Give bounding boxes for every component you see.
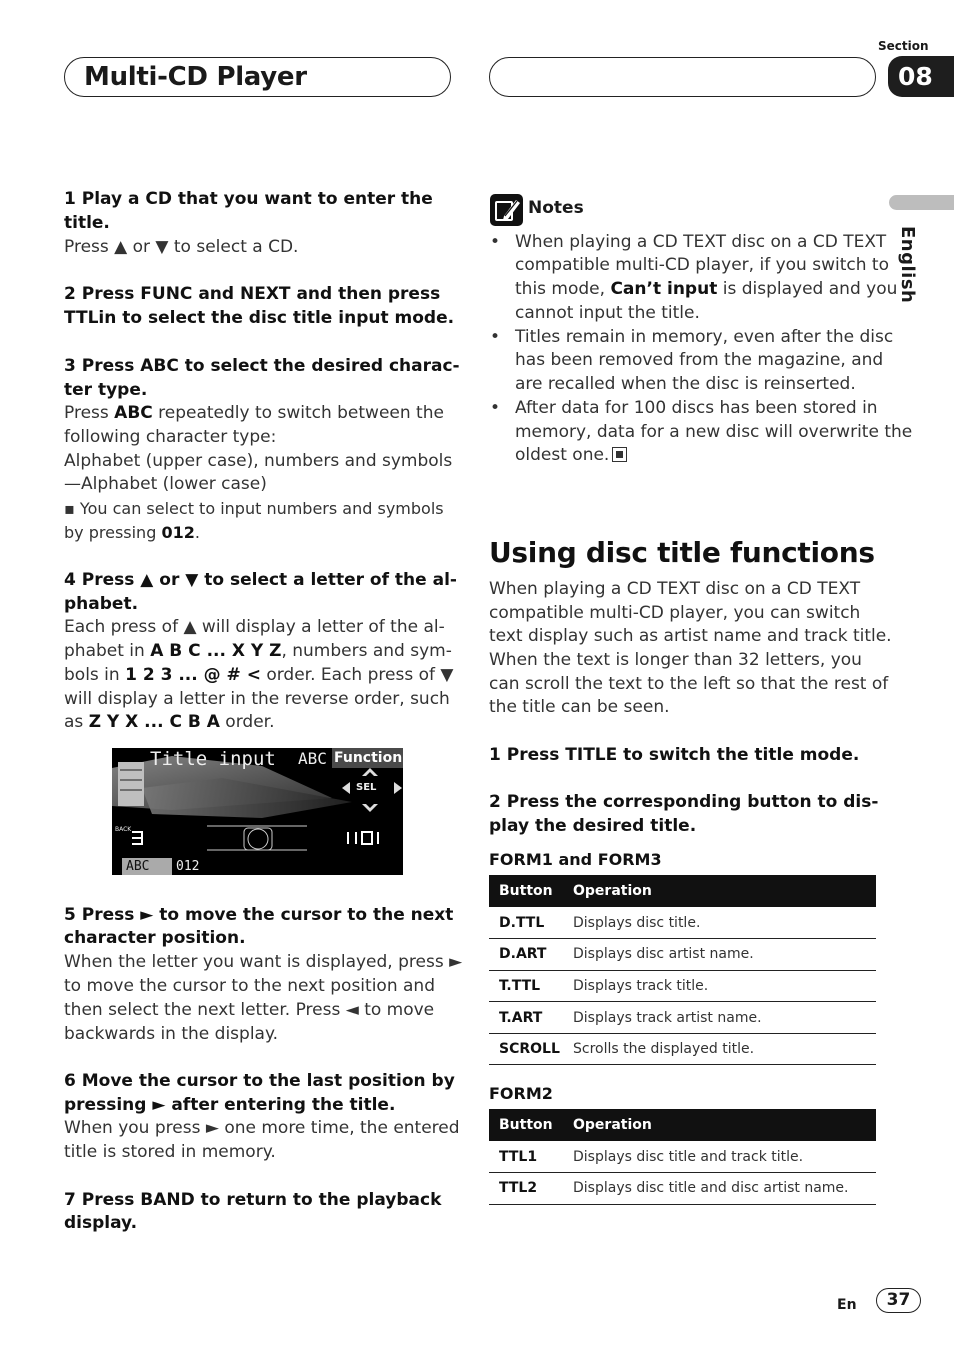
language-tab (889, 195, 954, 210)
list-item: • (490, 232, 501, 252)
chapter-title: Multi-CD Player (84, 62, 307, 92)
step3-note-line2: by pressing 012. (64, 523, 200, 542)
lcd-mode-label: ABC (298, 749, 327, 768)
table-row (489, 907, 876, 939)
step6-body-line1: When you press ► one more time, the entered (64, 1118, 460, 1138)
right-step1-title: 1 Press TITLE to switch the title mode. (489, 745, 860, 765)
table-cell-operation: Displays disc artist name. (563, 939, 876, 971)
form13-label: FORM1 and FORM3 (489, 850, 662, 869)
step6-title: 6 Move the cursor to the last position by (64, 1071, 455, 1091)
lcd-abc-key: ABC (126, 859, 150, 874)
step5-body-line3: then select the next letter. Press ◄ to move (64, 1000, 435, 1020)
step5-title-cont: character position. (64, 928, 246, 948)
form13-button-table (489, 875, 876, 1065)
step4-body-line4: will display a letter in the reverse order, such (64, 689, 450, 709)
table-cell-button: TTL1 (489, 1141, 563, 1173)
note3-line2: memory, data for a new disc will overwrite the (515, 422, 913, 442)
step7-title: 7 Press BAND to return to the playback (64, 1190, 442, 1210)
list-item: • (490, 398, 501, 418)
page-number: 37 (876, 1288, 921, 1313)
intro-line2: compatible multi-CD player, you can switch (489, 603, 861, 623)
right-step2-title: 2 Press the corresponding button to dis- (489, 792, 879, 812)
note3-line1: After data for 100 discs has been stored in (515, 398, 878, 418)
header-empty-frame (489, 57, 876, 97)
intro-line1: When playing a CD TEXT disc on a CD TEXT (489, 579, 861, 599)
table-cell-operation: Displays disc title and track title. (563, 1141, 876, 1173)
title-input-display-illustration (112, 748, 403, 875)
section-heading: Using disc title functions (489, 536, 875, 569)
step2-title-cont: TTLin to select the disc title input mode. (64, 308, 455, 328)
table-cell-button: SCROLL (489, 1033, 563, 1065)
step3-note-line1: ▪ You can select to input numbers and symbols (64, 499, 444, 518)
table-cell-operation: Displays track artist name. (563, 1002, 876, 1034)
table-header-row (489, 875, 876, 907)
note2-line3: are recalled when the disc is reinserted. (515, 374, 856, 394)
table-cell-button: TTL2 (489, 1173, 563, 1205)
step4-body-line3: bols in 1 2 3 ... @ # < order. Each press of ▼ (64, 665, 454, 685)
notes-heading: Notes (528, 198, 584, 218)
step2-title: 2 Press FUNC and NEXT and then press (64, 284, 441, 304)
step5-title: 5 Press ► to move the cursor to the next (64, 905, 454, 925)
section-label: Section (878, 39, 929, 53)
step4-title: 4 Press ▲ or ▼ to select a letter of the al- (64, 570, 457, 590)
table-cell-button: D.ART (489, 939, 563, 971)
table-cell-button: T.ART (489, 1002, 563, 1034)
list-item: • (490, 327, 501, 347)
table-cell-operation: Scrolls the displayed title. (563, 1033, 876, 1065)
step5-body-line2: to move the cursor to the next position and (64, 976, 435, 996)
step3-body-line1: Press ABC repeatedly to switch between the (64, 403, 444, 423)
step7-title-cont: display. (64, 1213, 138, 1233)
note1-line3: this mode, Can’t input is displayed and you (515, 279, 898, 299)
table-header-operation: Operation (563, 875, 876, 907)
step4-title-cont: phabet. (64, 594, 139, 614)
notes-pencil-icon (490, 194, 523, 226)
table-header-row (489, 1109, 876, 1141)
note2-line2: has been removed from the magazine, and (515, 350, 884, 370)
step6-body-line2: title is stored in memory. (64, 1142, 276, 1162)
step3-body-line4: —Alphabet (lower case) (64, 474, 267, 494)
lcd-back-label: BACK (115, 826, 132, 833)
step3-title: 3 Press ABC to select the desired charac- (64, 356, 460, 376)
step6-title-cont: pressing ► after entering the title. (64, 1095, 396, 1115)
table-row (489, 1173, 876, 1205)
intro-line6: the title can be seen. (489, 697, 670, 717)
intro-line4: When the text is longer than 32 letters, you (489, 650, 862, 670)
cd-stack-icon (118, 762, 144, 806)
note1-line2: compatible multi-CD player, if you switch to (515, 255, 889, 275)
step3-body-line2: following character type: (64, 427, 277, 447)
form2-label: FORM2 (489, 1084, 553, 1103)
note1-line4: cannot input the title. (515, 303, 700, 323)
step4-body-line2: phabet in A B C ... X Y Z, numbers and sym- (64, 641, 452, 661)
table-cell-button: T.TTL (489, 970, 563, 1002)
step3-body-line3: Alphabet (upper case), numbers and symbols (64, 451, 453, 471)
language-label: English (897, 226, 918, 304)
table-header-button: Button (489, 1109, 563, 1141)
table-row (489, 1141, 876, 1173)
lcd-title-input-label: Title input (150, 748, 276, 770)
table-cell-operation: Displays disc title. (563, 907, 876, 939)
table-cell-operation: Displays disc title and disc artist name. (563, 1173, 876, 1205)
table-header-operation: Operation (563, 1109, 876, 1141)
step1-body: Press ▲ or ▼ to select a CD. (64, 237, 299, 257)
form2-button-table (489, 1109, 876, 1205)
step3-title-cont: ter type. (64, 380, 148, 400)
table-cell-button: D.TTL (489, 907, 563, 939)
right-step2-title-cont: play the desired title. (489, 816, 697, 836)
table-row (489, 1033, 876, 1065)
lcd-012-key: 012 (176, 859, 200, 874)
table-row (489, 939, 876, 971)
lcd-sel-label: SEL (356, 782, 377, 793)
note3-line3: oldest one. (515, 443, 627, 467)
intro-line3: text display such as artist name and track title. (489, 626, 892, 646)
note1-line1: When playing a CD TEXT disc on a CD TEXT (515, 232, 887, 252)
table-header-button: Button (489, 875, 563, 907)
table-row (489, 1002, 876, 1034)
table-cell-operation: Displays track title. (563, 970, 876, 1002)
intro-line5: can scroll the text to the left so that the rest of (489, 674, 889, 694)
section-number-badge: 08 (888, 56, 954, 97)
end-of-section-icon (612, 447, 627, 462)
step5-body-line4: backwards in the display. (64, 1024, 279, 1044)
step5-body-line1: When the letter you want is displayed, press ► (64, 952, 463, 972)
step1-title-cont: title. (64, 213, 110, 233)
footer-language-code: En (837, 1297, 857, 1313)
lcd-function-label: Function (334, 750, 403, 766)
step1-title: 1 Play a CD that you want to enter the (64, 189, 433, 209)
table-row (489, 970, 876, 1002)
note2-line1: Titles remain in memory, even after the disc (515, 327, 894, 347)
step4-body-line5: as Z Y X ... C B A order. (64, 712, 275, 732)
step4-body-line1: Each press of ▲ will display a letter of the al- (64, 617, 445, 637)
